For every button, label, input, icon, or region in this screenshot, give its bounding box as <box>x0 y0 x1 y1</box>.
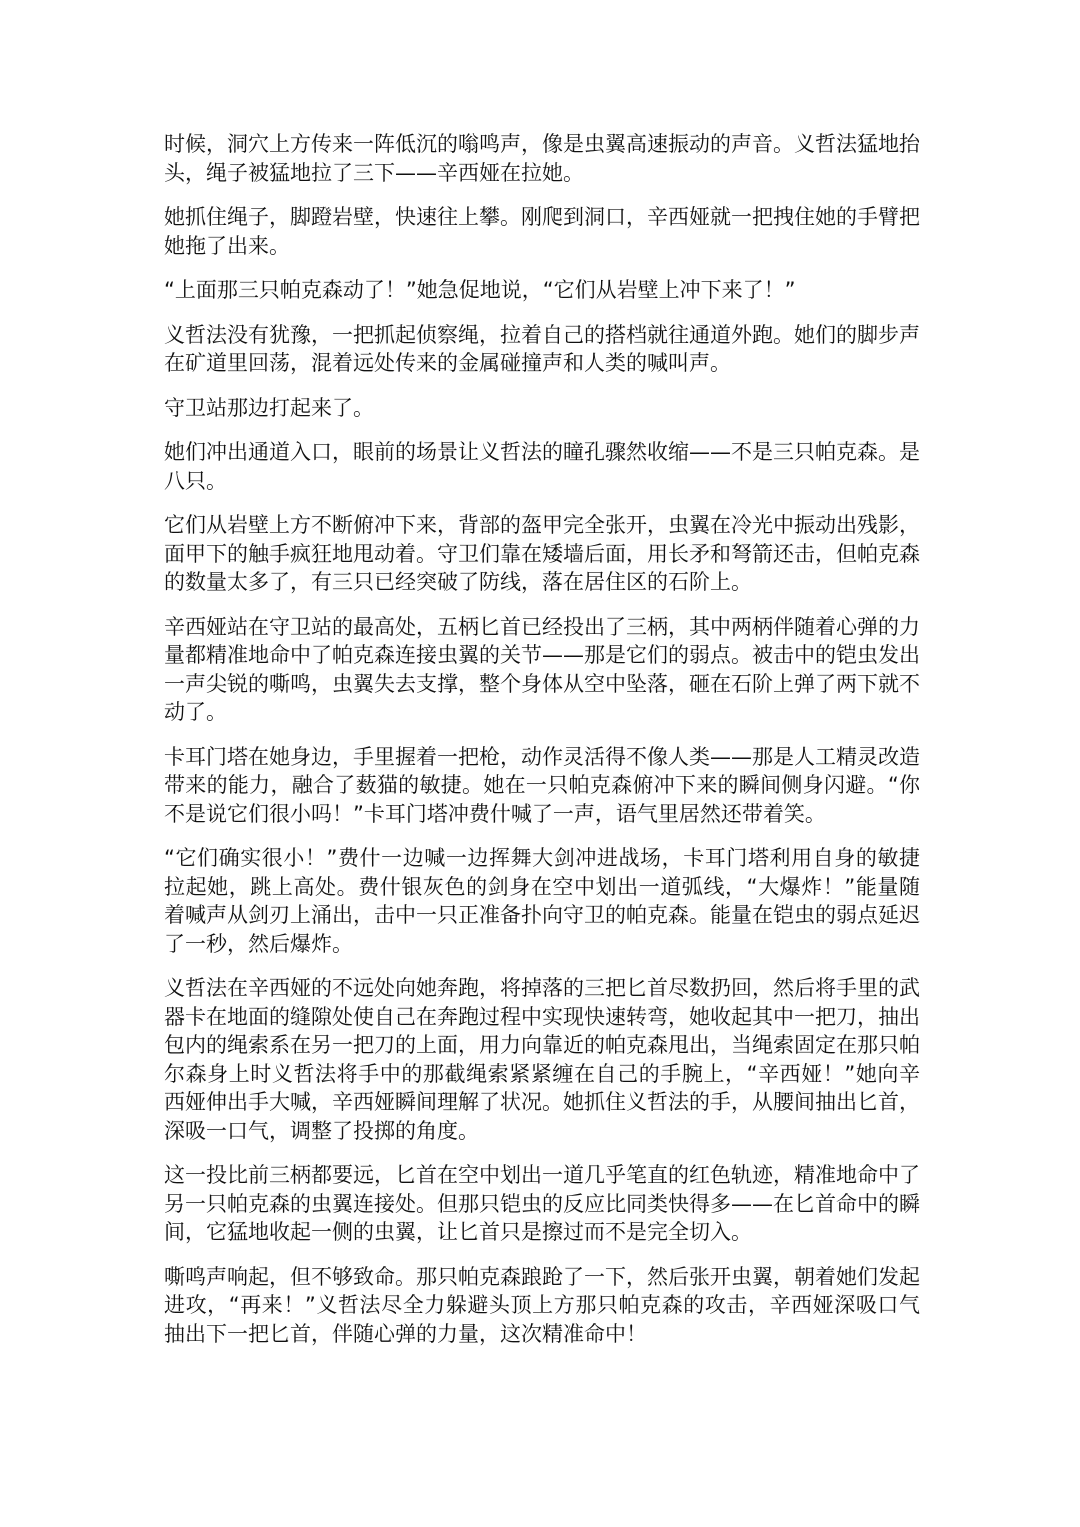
paragraph: 嘶鸣声响起，但不够致命。那只帕克森踉跄了一下，然后张开虫翼，朝着她们发起进攻，“再来！”义哲法尽全力躲避头顶上方那只帕克森的攻击，辛西娅深吸口气抽出下一把匕首，伴随心弹的力量，这次精准命中！ <box>164 1264 920 1346</box>
paragraph: 义哲法在辛西娅的不远处向她奔跑，将掉落的三把匕首尽数扔回，然后将手里的武器卡在地面的缝隙处使自己在奔跑过程中实现快速转弯，她收起其中一把刀，抽出包内的绳索系在另一把刀的上面，用力向靠近的帕克森甩出，当绳索固定在那只帕尔森身上时义哲法将手中的那截绳索紧紧缠在自己的手腕上，“辛西娅！”她向辛西娅伸出手大喊，辛西娅瞬间理解了状况。她抓住义哲法的手，从腰间抽出匕首，深吸一口气，调整了投掷的角度。 <box>164 976 920 1143</box>
paragraph: 她们冲出通道入口，眼前的场景让义哲法的瞳孔骤然收缩——不是三只帕克森。是八只。 <box>164 440 920 493</box>
document-body <box>164 130 920 1364</box>
paragraph: 它们从岩壁上方不断俯冲下来，背部的盔甲完全张开，虫翼在冷光中振动出残影，面甲下的触手疯狂地甩动着。守卫们靠在矮墙后面，用长矛和弩箭还击，但帕克森的数量太多了，有三只已经突破了防线，落在居住区的石阶上。 <box>164 513 920 594</box>
paragraph: 卡耳门塔在她身边，手里握着一把枪，动作灵活得不像人类——那是人工精灵改造带来的能力，融合了薮猫的敏捷。她在一只帕克森俯冲下来的瞬间侧身闪避。“你不是说它们很小吗！”卡耳门塔冲费什喊了一声，语气里居然还带着笑。 <box>164 744 920 826</box>
paragraph: 这一投比前三柄都要远，匕首在空中划出一道几乎笔直的红色轨迹，精准地命中了另一只帕克森的虫翼连接处。但那只铠虫的反应比同类快得多——在匕首命中的瞬间，它猛地收起一侧的虫翼，让匕首只是擦过而不是完全切入。 <box>164 1163 920 1244</box>
paragraph: 义哲法没有犹豫，一把抓起侦察绳，拉着自己的搭档就往通道外跑。她们的脚步声在矿道里回荡，混着远处传来的金属碰撞声和人类的喊叫声。 <box>164 322 920 375</box>
paragraph: “它们确实很小！”费什一边喊一边挥舞大剑冲进战场，卡耳门塔利用自身的敏捷拉起她，跳上高处。费什银灰色的剑身在空中划出一道弧线，“大爆炸！”能量随着喊声从剑刃上涌出，击中一只正准备扑向守卫的帕克森。能量在铠虫的弱点延迟了一秒，然后爆炸。 <box>164 846 920 956</box>
paragraph: 守卫站那边打起来了。 <box>164 395 374 420</box>
paragraph: 她抓住绳子，脚蹬岩壁，快速往上攀。刚爬到洞口，辛西娅就一把拽住她的手臂把她拖了出来。 <box>164 205 920 258</box>
paragraph: “上面那三只帕克森动了！”她急促地说，“它们从岩壁上冲下来了！” <box>164 278 796 302</box>
paragraph: 辛西娅站在守卫站的最高处，五柄匕首已经投出了三柄，其中两柄伴随着心弹的力量都精准地命中了帕克森连接虫翼的关节——那是它们的弱点。被击中的铠虫发出一声尖锐的嘶鸣，虫翼失去支撑，整个身体从空中坠落，砸在石阶上弹了两下就不动了。 <box>164 614 920 724</box>
paragraph: 时候，洞穴上方传来一阵低沉的嗡鸣声，像是虫翼高速振动的声音。义哲法猛地抬头，绳子被猛地拉了三下——辛西娅在拉她。 <box>164 132 920 185</box>
